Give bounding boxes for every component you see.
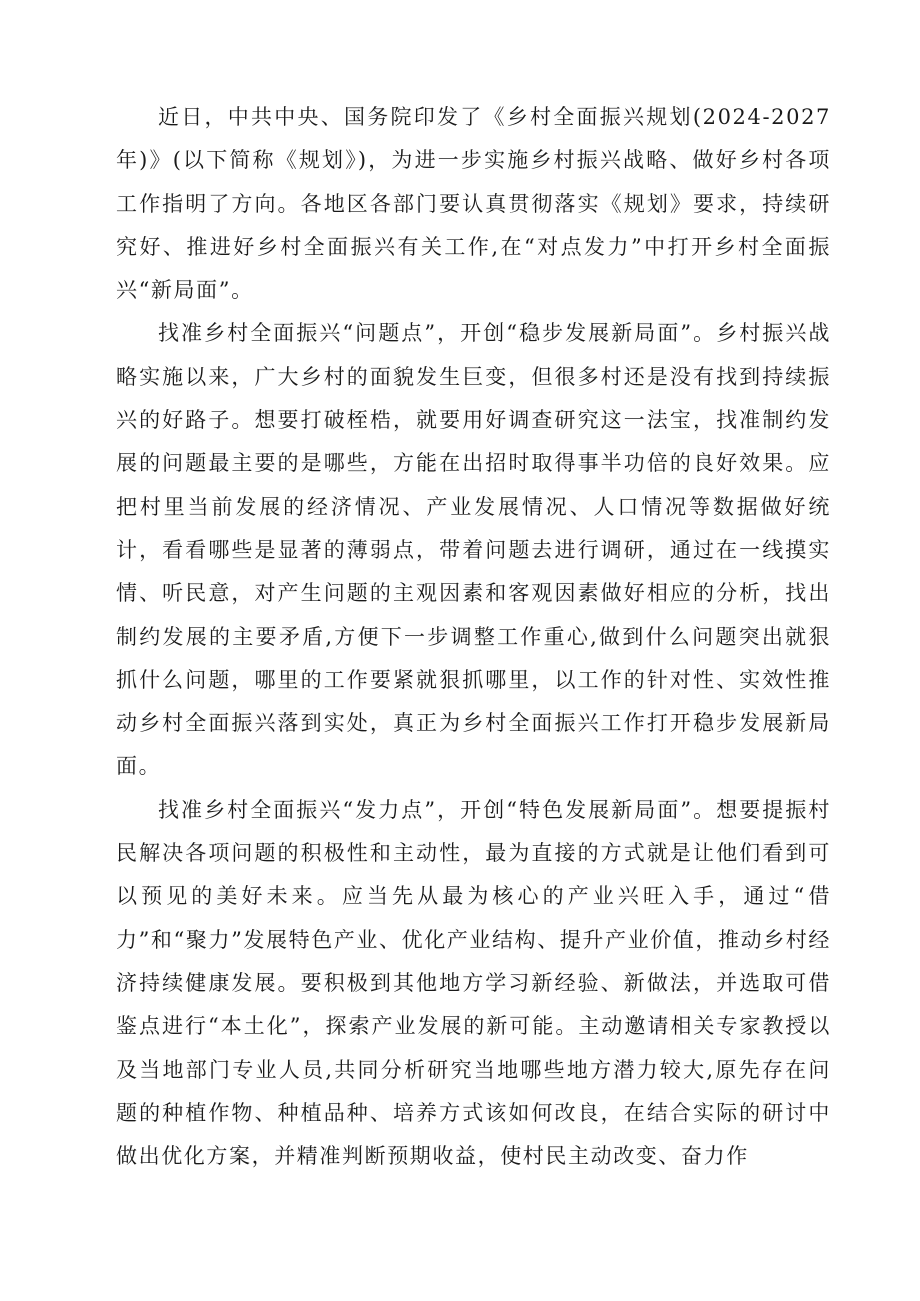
document-body xyxy=(116,96,831,1178)
paragraph-force-point: 找准乡村全面振兴“发力点”，开创“特色发展新局面”。想要提振村民解决各项问题的积极性和主动性，最为直接的方式就是让他们看到可以预见的美好未来。应当先从最为核心的产业兴旺入手，通过“借力”和“聚力”发展特色产业、优化产业结构、提升产业价值，推动乡村经济持续健康发展。要积极到其他地方学习新经验、新做法，并选取可借鉴点进行“本土化”，探索产业发展的新可能。主动邀请相关专家教授以及当地部门专业人员,共同分析研究当地哪些地方潜力较大,原先存在问题的种植作物、种植品种、培养方式该如何改良，在结合实际的研讨中做出优化方案，并精准判断预期收益，使村民主动改变、奋力作 xyxy=(116,797,832,1169)
paragraph-intro: 近日，中共中央、国务院印发了《乡村全面振兴规划(2024-2027年)》(以下简称《规划》)，为进一步实施乡村振兴战略、做好乡村各项工作指明了方向。各地区各部门要认真贯彻落实《规划》要求，持续研究好、推进好乡村全面振兴有关工作,在“对点发力”中打开乡村全面振兴“新局面”。 xyxy=(116,105,831,303)
paragraph-problem-point: 找准乡村全面振兴“问题点”，开创“稳步发展新局面”。乡村振兴战略实施以来，广大乡村的面貌发生巨变，但很多村还是没有找到持续振兴的好路子。想要打破桎梏，就要用好调查研究这一法宝，找准制约发展的问题最主要的是哪些，方能在出招时取得事半功倍的良好效果。应把村里当前发展的经济情况、产业发展情况、人口情况等数据做好统计，看看哪些是显著的薄弱点，带着问题去进行调研，通过在一线摸实情、听民意，对产生问题的主观因素和客观因素做好相应的分析，找出制约发展的主要矛盾,方便下一步调整工作重心,做到什么问题突出就狠抓什么问题，哪里的工作要紧就狠抓哪里，以工作的针对性、实效性推动乡村全面振兴落到实处，真正为乡村全面振兴工作打开稳步发展新局面。 xyxy=(116,321,831,779)
